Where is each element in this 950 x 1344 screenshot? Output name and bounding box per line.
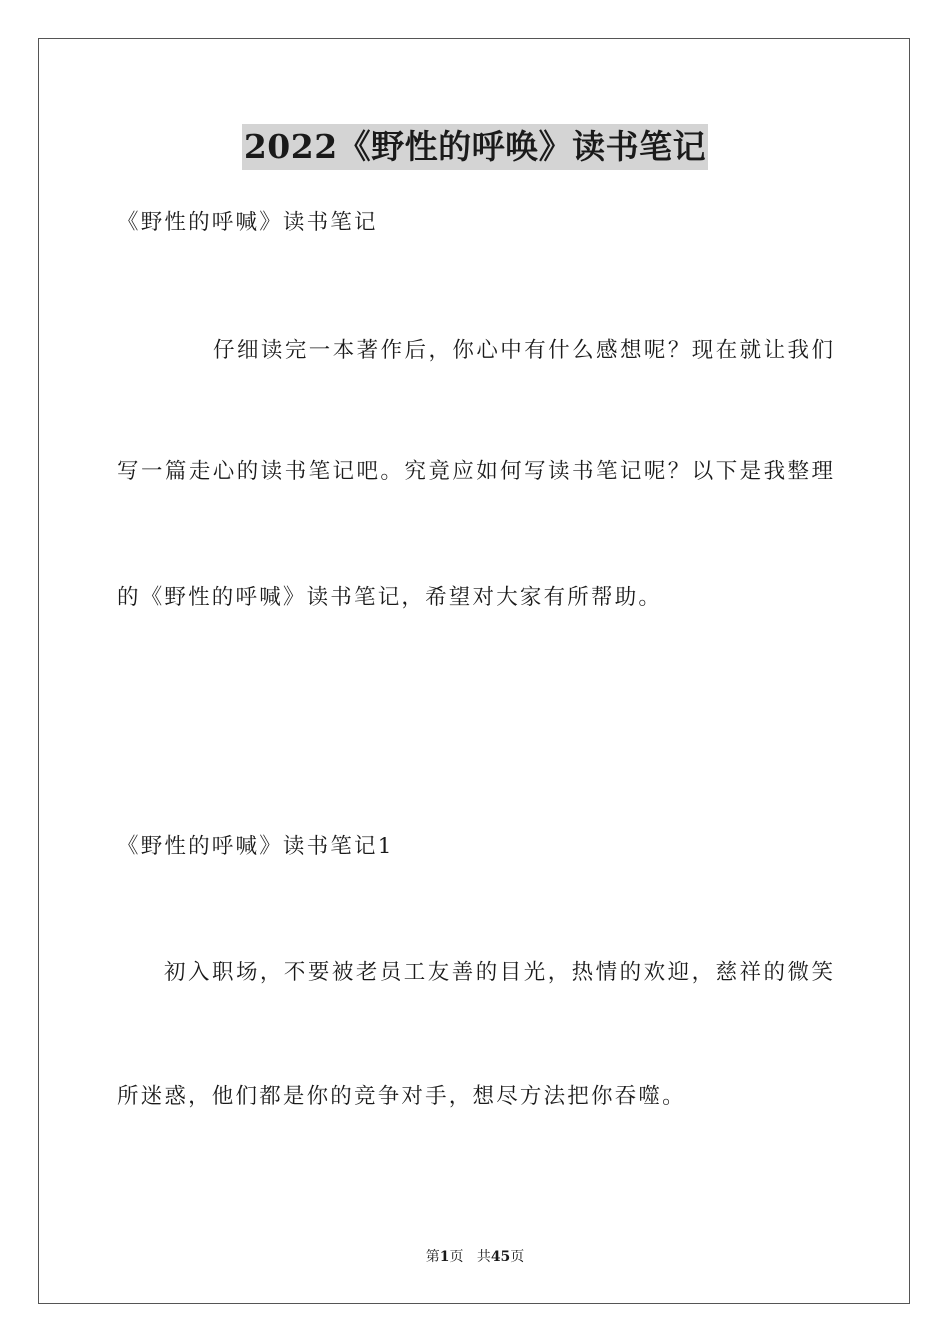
intro-line-2: 写一篇走心的读书笔记吧。究竟应如何写读书笔记呢？以下是我整理 xyxy=(117,459,833,484)
footer-page-prefix: 第 xyxy=(425,1249,440,1265)
intro-line-1: 仔细读完一本著作后，你心中有什么感想呢？现在就让我们 xyxy=(213,338,833,363)
footer-total-pages: 45 xyxy=(490,1249,511,1265)
title-container xyxy=(0,124,950,170)
footer-total-prefix: 共 xyxy=(476,1249,491,1265)
footer-page-suffix: 页 xyxy=(449,1249,464,1265)
page-footer xyxy=(0,1247,950,1267)
footer-page-number: 1 xyxy=(439,1249,450,1265)
footer-total-suffix: 页 xyxy=(510,1249,525,1265)
intro-line-3: 的《野性的呼喊》读书笔记，希望对大家有所帮助。 xyxy=(117,585,663,610)
section-line-2: 所迷惑，他们都是你的竞争对手，想尽方法把你吞噬。 xyxy=(117,1084,686,1109)
section-heading: 《野性的呼喊》读书笔记1 xyxy=(117,834,394,859)
document-title: 2022《野性的呼唤》读书笔记 xyxy=(242,124,708,170)
section-line-1: 初入职场，不要被老员工友善的目光，热情的欢迎，慈祥的微笑 xyxy=(164,960,833,985)
document-subtitle: 《野性的呼喊》读书笔记 xyxy=(117,210,378,235)
